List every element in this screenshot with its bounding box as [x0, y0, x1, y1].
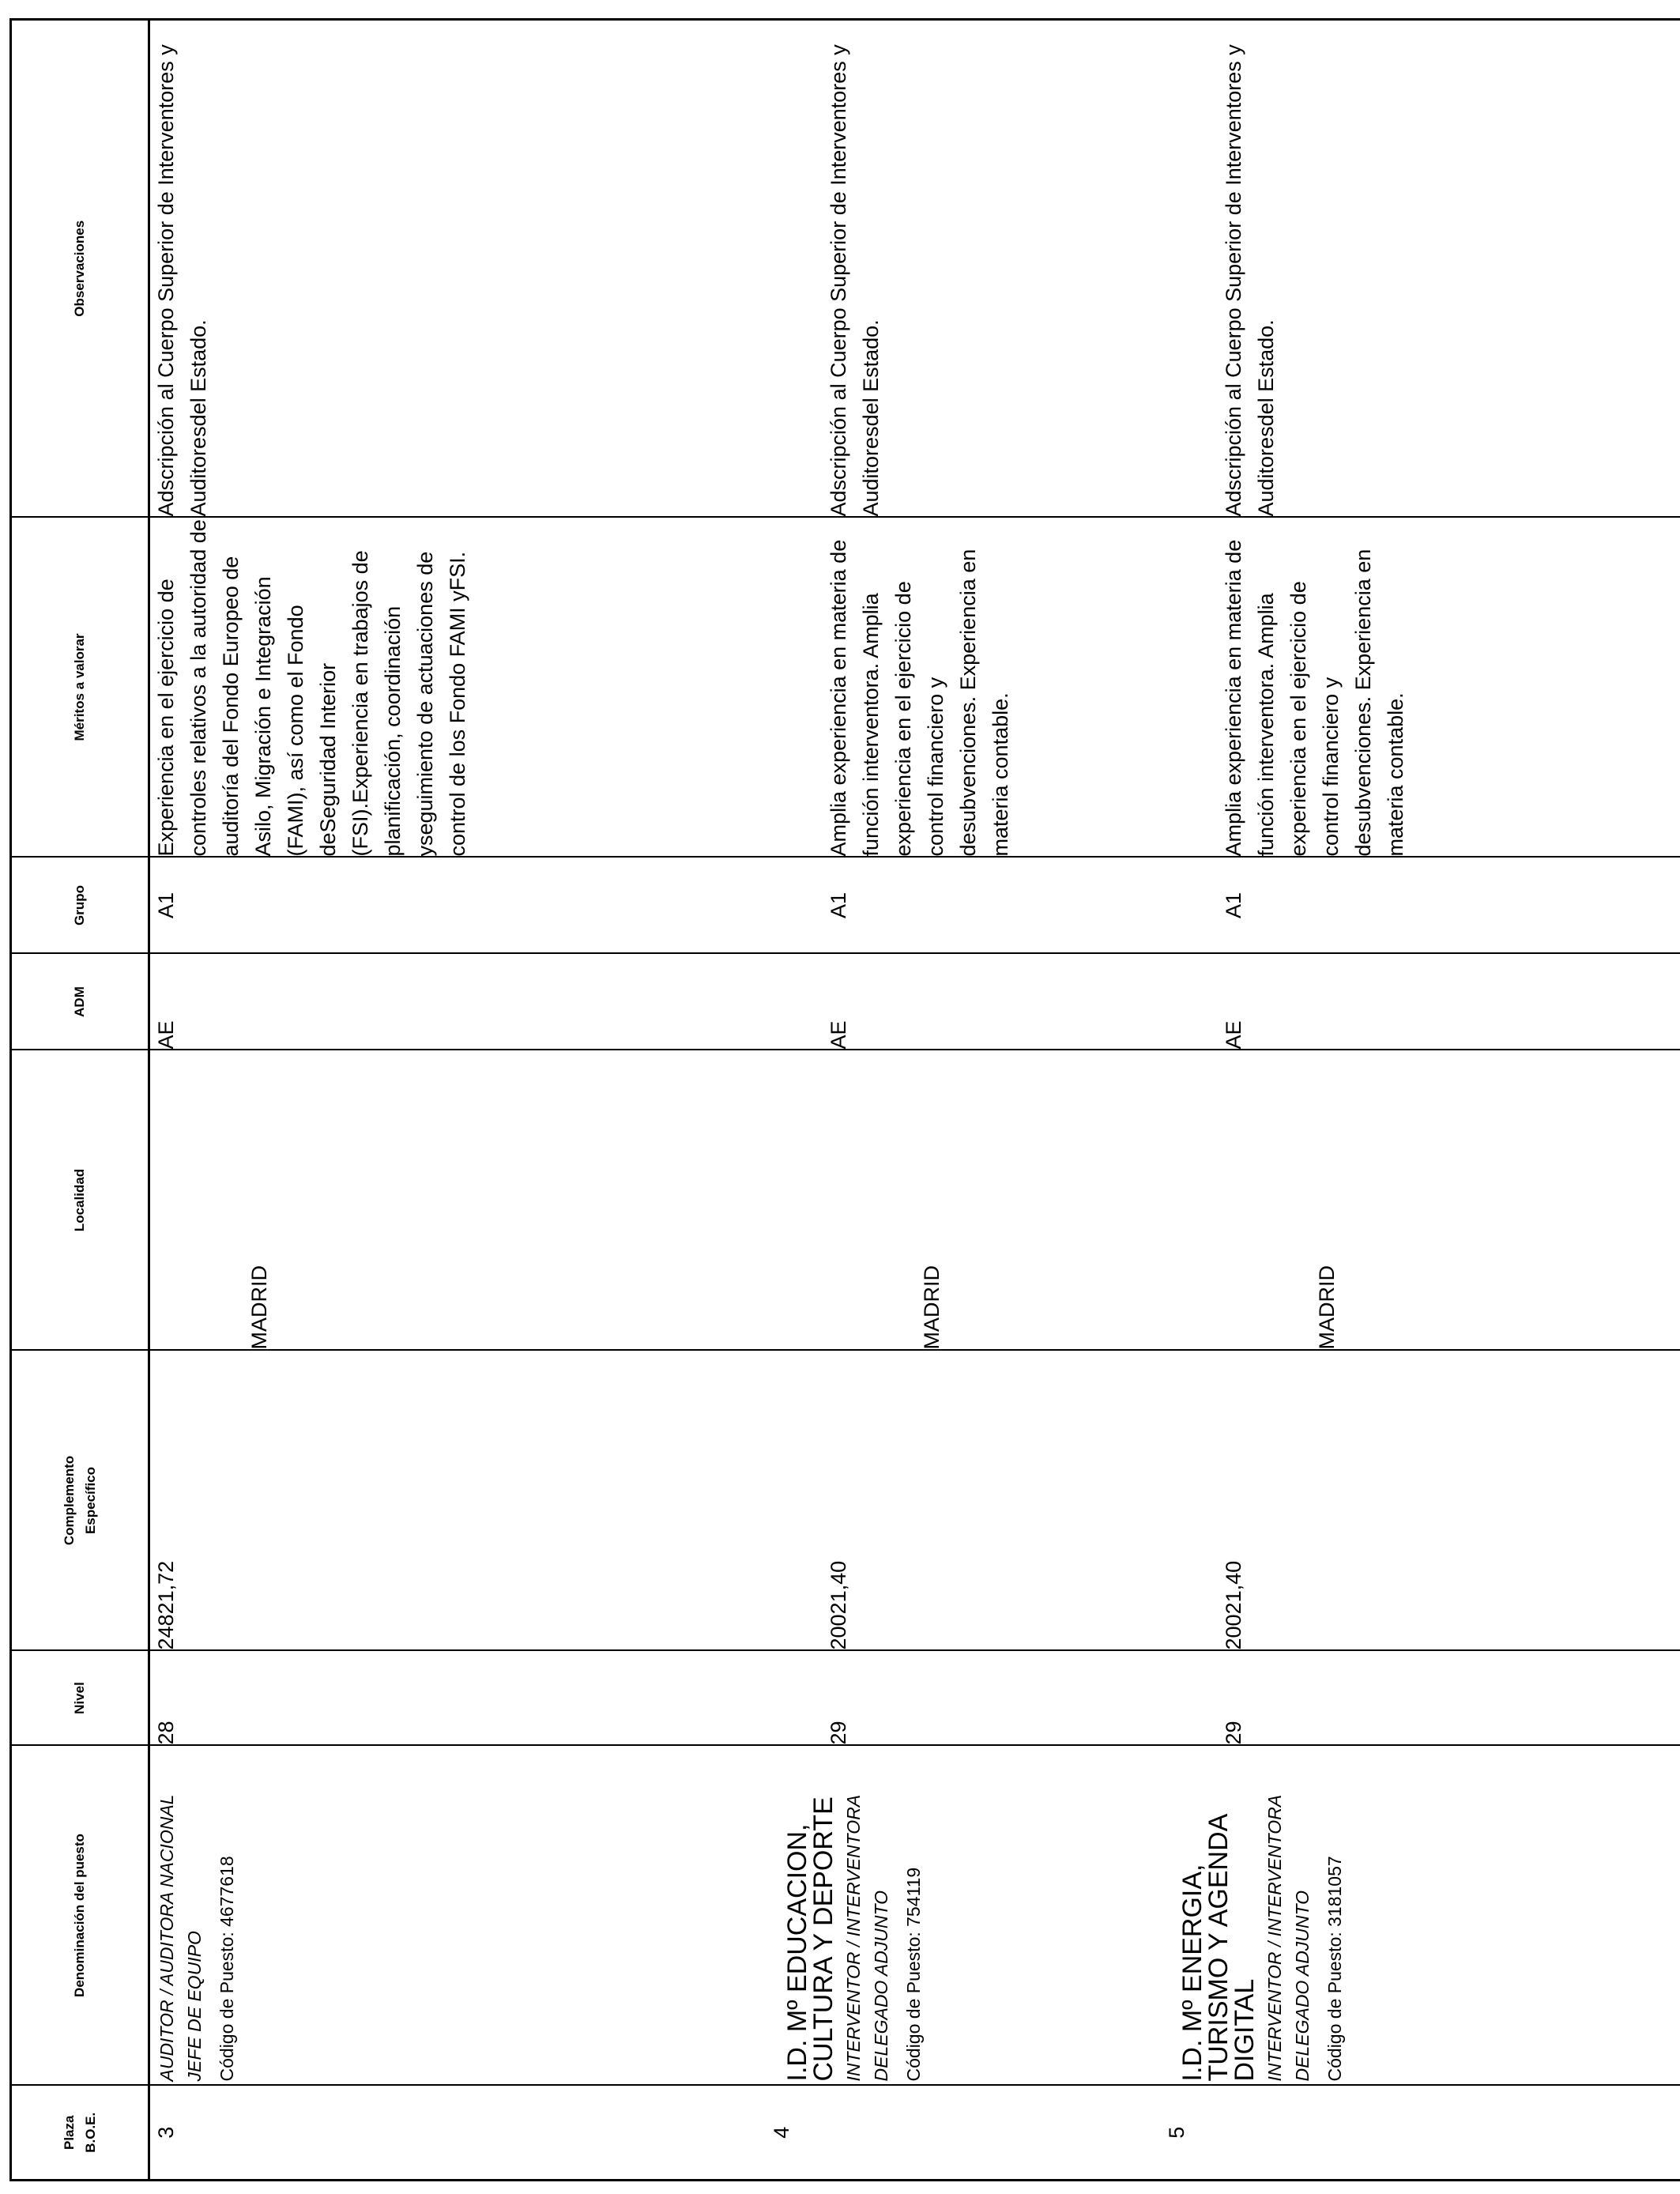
plaza-cell: 3 — [154, 2126, 178, 2139]
table-row — [1161, 20, 1680, 2181]
header-observaciones: Observaciones — [11, 20, 149, 518]
header-meritos: Méritos a valorar — [11, 518, 149, 858]
grupo-cell — [766, 858, 1161, 954]
meritos-value: Amplia experiencia en materia de función interventora. Amplia experiencia en el ejercicio de control financiero y desubvenciones. Experiencia en materia contable. — [1221, 539, 1407, 857]
post-code: Código de Puesto: 3181057 — [1324, 1856, 1345, 2082]
meritos-cell: Experiencia en el ejercicio de controles relativos a la autoridad de auditoría del Fondo Europeo de Asilo, Migración e Integración (FAMI), así como el Fondo deSeguridad Interior (FSI).Experiencia en trabajos de planificación, coordinación yseguimiento de actuaciones de control de los Fondo FAMI yFSI. — [149, 518, 766, 858]
localidad-value: MADRID — [247, 1265, 271, 1350]
grupo-value: A1 — [826, 892, 850, 919]
complemento-value: 20021,40 — [1221, 1560, 1245, 1650]
post-code: Código de Puesto: 754119 — [902, 1867, 924, 2082]
localidad-cell — [149, 1050, 766, 1351]
header-adm: ADM — [11, 954, 149, 1050]
localidad-value: MADRID — [919, 1265, 944, 1350]
nivel-cell: 28 — [149, 1651, 766, 1746]
localidad-value: MADRID — [1314, 1265, 1339, 1350]
header-grupo: Grupo — [11, 858, 149, 954]
header-plaza — [11, 2086, 149, 2181]
nivel-value: 29 — [826, 1721, 850, 1745]
observaciones-cell — [766, 20, 1161, 518]
plaza-cell: 4 — [769, 2126, 793, 2139]
denominacion-cell — [1161, 1746, 1680, 2086]
observaciones-cell: Adscripción al Cuerpo Superior de Interventores y Auditoresdel Estado. — [149, 20, 766, 518]
grupo-cell: A1 — [149, 858, 766, 954]
complemento-cell — [766, 1351, 1161, 1651]
grupo-cell — [1161, 858, 1680, 954]
post-title: INTERVENTOR / INTERVENTORA DELEGADO ADJUNTO — [1264, 1795, 1313, 2082]
adm-cell — [766, 954, 1161, 1050]
complemento-value: 20021,40 — [826, 1560, 850, 1650]
adm-value: AE — [826, 1020, 850, 1050]
positions-table — [9, 18, 1680, 2181]
table-row — [149, 20, 766, 2181]
adm-cell: AE — [149, 954, 766, 1050]
header-plaza-line1: Plaza — [61, 2115, 77, 2150]
nivel-cell — [1161, 1651, 1680, 1746]
header-nivel: Nivel — [11, 1651, 149, 1746]
grupo-value: A1 — [1221, 892, 1245, 919]
header-complemento — [11, 1351, 149, 1651]
post-title: AUDITOR / AUDITORA NACIONAL JEFE DE EQUIPO — [156, 1794, 205, 2082]
table-row — [766, 20, 1161, 2181]
observaciones-value: Adscripción al Cuerpo Superior de Interventores y Auditoresdel Estado. — [826, 44, 883, 517]
observaciones-value: Adscripción al Cuerpo Superior de Interventores y Auditoresdel Estado. — [1221, 44, 1278, 517]
localidad-cell — [766, 1050, 1161, 1351]
header-row — [11, 20, 149, 2181]
denominacion-cell — [766, 1746, 1161, 2086]
header-localidad: Localidad — [11, 1050, 149, 1351]
meritos-cell — [766, 518, 1161, 858]
meritos-cell — [1161, 518, 1680, 858]
department-heading: I.D. Mº ENERGIA, TURISMO Y AGENDA DIGITAL — [1177, 1815, 1260, 2082]
header-complemento-line2: Específico — [83, 1466, 98, 1535]
complemento-cell: 24821,72 — [149, 1351, 766, 1651]
department-heading: I.D. Mº EDUCACION, CULTURA Y DEPORTE — [782, 1796, 838, 2082]
denominacion-cell — [149, 1746, 766, 2086]
plaza-cell: 5 — [1164, 2126, 1188, 2139]
complemento-cell — [1161, 1351, 1680, 1651]
nivel-cell — [766, 1651, 1161, 1746]
post-code: Código de Puesto: 4677618 — [217, 1856, 237, 2082]
adm-cell — [1161, 954, 1680, 1050]
adm-value: AE — [1221, 1020, 1245, 1050]
post-title: INTERVENTOR / INTERVENTORA DELEGADO ADJUNTO — [842, 1795, 891, 2082]
nivel-value: 29 — [1221, 1721, 1245, 1745]
localidad-cell — [1161, 1050, 1680, 1351]
header-plaza-line2: B.O.E. — [83, 2112, 98, 2153]
observaciones-cell — [1161, 20, 1680, 518]
header-denominacion: Denominación del puesto — [11, 1746, 149, 2086]
header-complemento-line1: Complemento — [61, 1455, 77, 1546]
meritos-value: Amplia experiencia en materia de función interventora. Amplia experiencia en el ejercicio de control financiero y desubvenciones. Experiencia en materia contable. — [826, 539, 1012, 857]
